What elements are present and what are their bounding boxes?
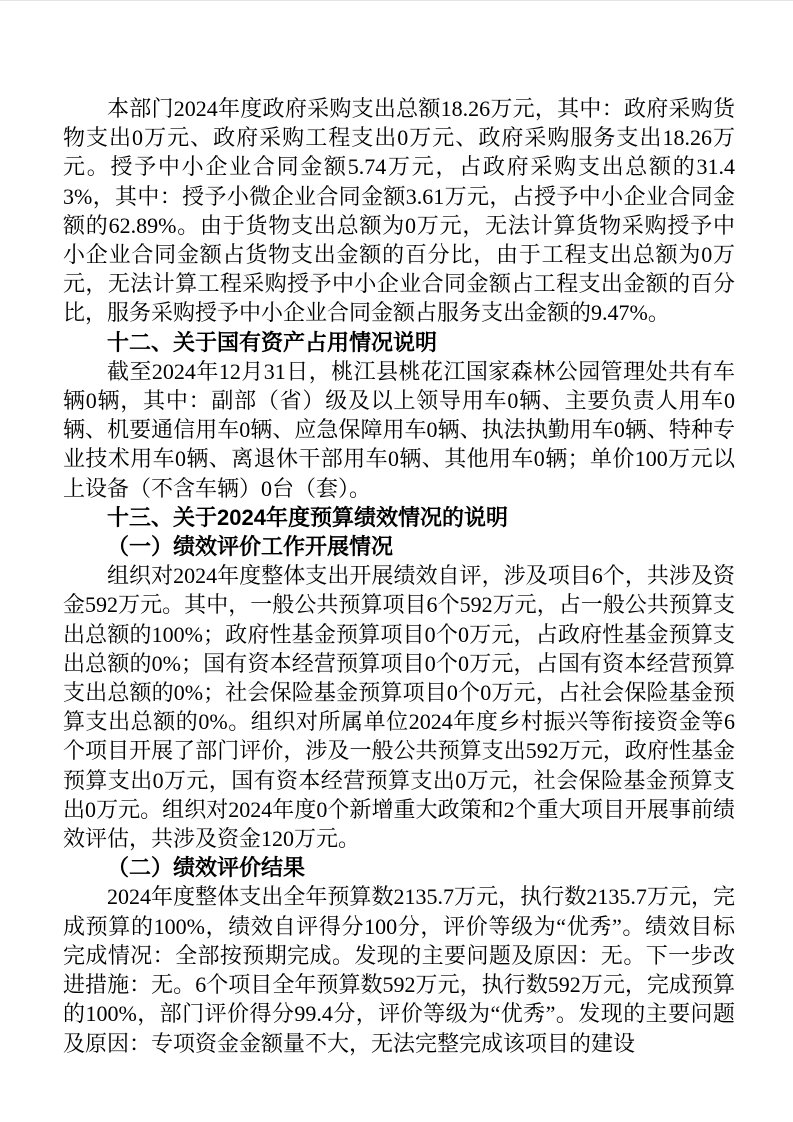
paragraph-state-assets-vehicles: 截至2024年12月31日，桃江县桃花江国家森林公园管理处共有车辆0辆，其中：副部（省）级及以上领导用车0辆、主要负责人用车0辆、机要通信用车0辆、应急保障用车0辆、执法执勤用车0辆、特种专业技术用车0辆、离退休干部用车0辆、其他用车0辆；单价100万元以上设备（不含车辆）0台（套）。 <box>63 358 735 501</box>
document-text-content <box>63 94 735 1058</box>
paragraph-government-procurement: 本部门2024年度政府采购支出总额18.26万元，其中：政府采购货物支出0万元、政府采购工程支出0万元、政府采购服务支出18.26万元。授予中小企业合同金额5.74万元，占政府采购支出总额的31.43%，其中：授予小微企业合同金额3.61万元，占授予中小企业合同金额的62.89%。由于货物支出总额为0万元，无法计算货物采购授予中小企业合同金额占货物支出金额的百分比，由于工程支出总额为0万元，无法计算工程采购授予中小企业合同金额占工程支出金额的百分比，服务采购授予中小企业合同金额占服务支出金额的9.47%。 <box>63 96 735 326</box>
heading-performance-evaluation-results: （二）绩效评价结果 <box>107 855 306 881</box>
heading-section-13-budget-performance: 十三、关于2024年度预算绩效情况的说明 <box>107 504 508 530</box>
heading-performance-evaluation-work: （一）绩效评价工作开展情况 <box>107 534 394 560</box>
heading-section-12-state-assets: 十二、关于国有资产占用情况说明 <box>107 329 438 355</box>
paragraph-performance-self-evaluation: 组织对2024年度整体支出开展绩效自评，涉及项目6个，共涉及资金592万元。其中，一般公共预算项目6个592万元，占一般公共预算支出总额的100%；政府性基金预算项目0个0万元，占政府性基金预算支出总额的0%；国有资本经营预算项目0个0万元，占国有资本经营预算支出总额的0%；社会保险基金预算项目0个0万元，占社会保险基金预算支出总额的0%。组织对所属单位2024年度乡村振兴等衔接资金等6个项目开展了部门评价，涉及一般公共预算支出592万元，政府性基金预算支出0万元，国有资本经营预算支出0万元，社会保险基金预算支出0万元。组织对2024年度0个新增重大政策和2个重大项目开展事前绩效评估，共涉及资金120万元。 <box>63 563 735 852</box>
paragraph-performance-results-detail: 2024年度整体支出全年预算数2135.7万元，执行数2135.7万元，完成预算的100%，绩效自评得分100分，评价等级为“优秀”。绩效目标完成情况：全部按预期完成。发现的主要问题及原因：无。下一步改进措施：无。6个项目全年预算数592万元，执行数592万元，完成预算的100%，部门评价得分99.4分，评价等级为“优秀”。发现的主要问题及原因：专项资金金额量不大，无法完整完成该项目的建设 <box>63 884 735 1056</box>
